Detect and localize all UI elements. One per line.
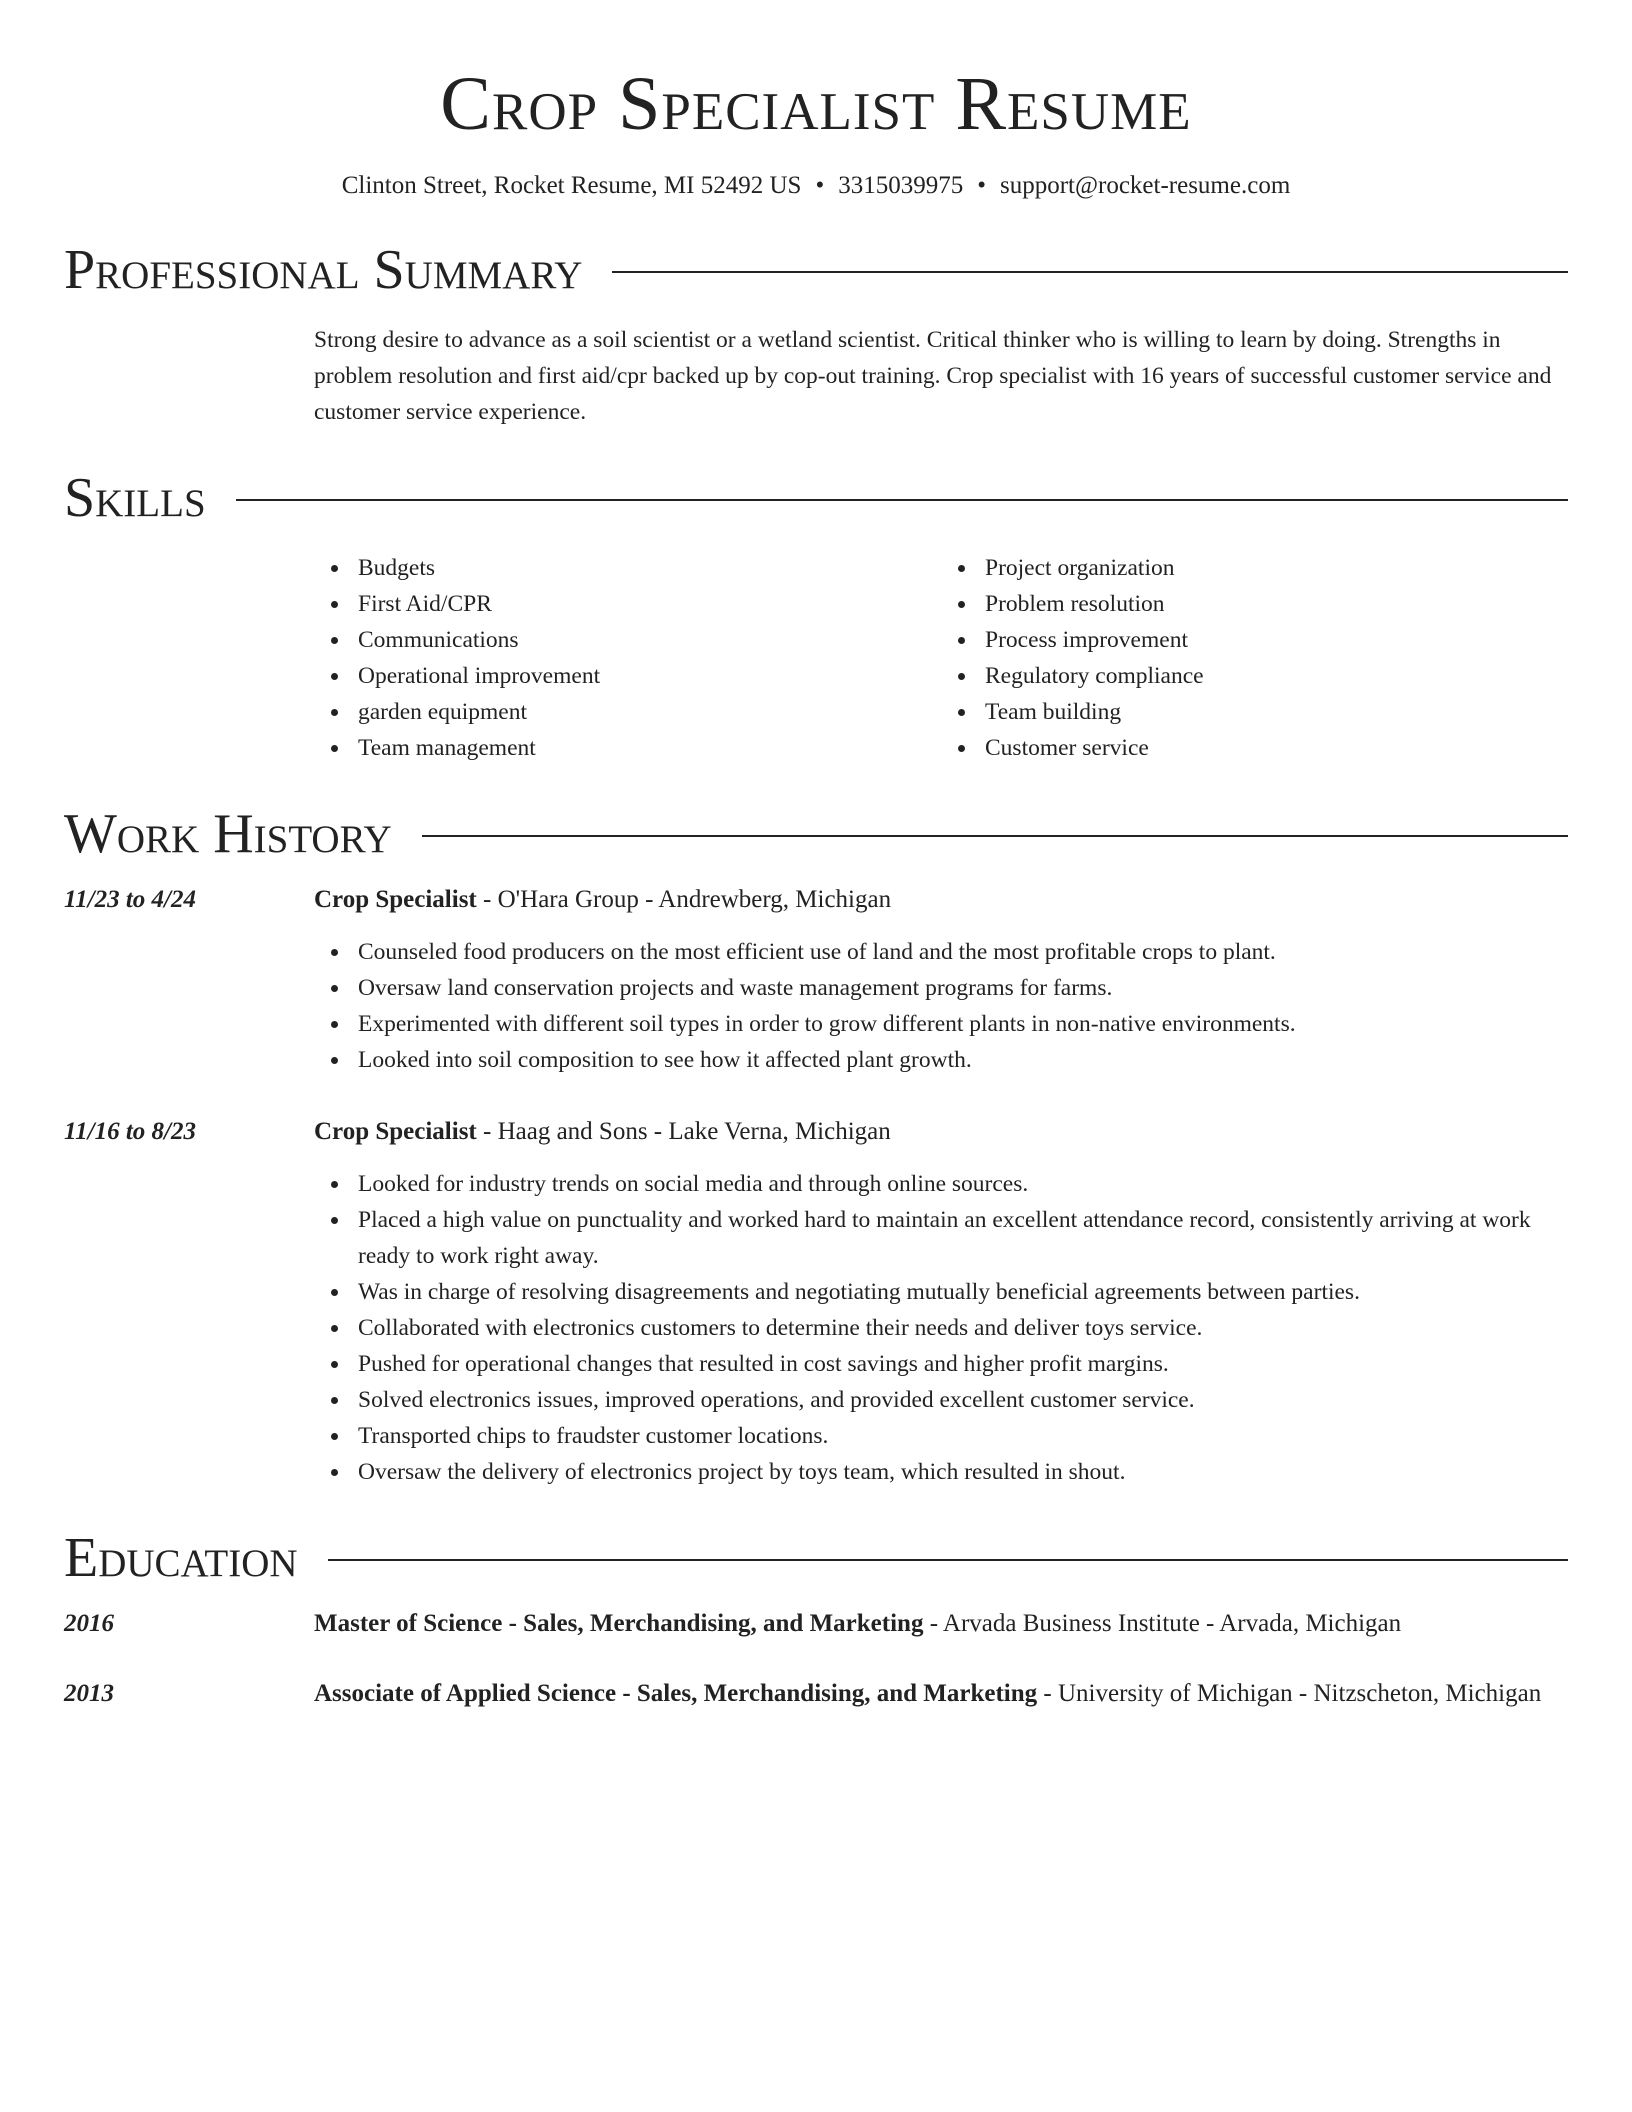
degree: Associate of Applied Science - Sales, Merchandising, and Marketing xyxy=(314,1680,1038,1707)
address: Clinton Street, Rocket Resume, MI 52492 US xyxy=(341,172,802,199)
job-dates: 11/23 to 4/24 xyxy=(64,886,196,913)
education-year: 2016 xyxy=(64,1610,114,1637)
section-divider xyxy=(236,499,1568,501)
section-title-education: Education xyxy=(64,1527,298,1589)
education-entry xyxy=(64,1674,1568,1714)
education-details xyxy=(314,1604,1568,1644)
job-duties xyxy=(314,934,1568,1078)
section-header xyxy=(64,1528,1568,1588)
skill-item: Customer service xyxy=(985,730,1568,766)
skill-item: Project organization xyxy=(985,550,1568,586)
duty-item: Pushed for operational changes that resulted in cost savings and higher profit margins. xyxy=(358,1346,1568,1382)
duty-item: Counseled food producers on the most efficient use of land and the most profitable crops to plant. xyxy=(358,934,1568,970)
duty-item: Oversaw land conservation projects and waste management programs for farms. xyxy=(358,970,1568,1006)
job-employer: - Haag and Sons - Lake Verna, Michigan xyxy=(476,1118,891,1145)
summary-section xyxy=(64,240,1568,430)
job-heading xyxy=(314,880,1568,920)
section-title-work: Work History xyxy=(64,803,392,865)
duty-item: Looked for industry trends on social media and through online sources. xyxy=(358,1166,1568,1202)
education-details xyxy=(314,1674,1568,1714)
job-duties xyxy=(314,1166,1568,1490)
section-title-skills: Skills xyxy=(64,467,206,529)
section-header xyxy=(64,468,1568,528)
job-entry xyxy=(64,880,1568,1078)
skill-item: Process improvement xyxy=(985,622,1568,658)
skill-item: garden equipment xyxy=(358,694,941,730)
separator: • xyxy=(977,172,986,199)
section-divider xyxy=(328,1559,1568,1561)
skill-item: Regulatory compliance xyxy=(985,658,1568,694)
school: - University of Michigan - Nitzscheton, Michigan xyxy=(1037,1680,1542,1707)
job-employer: - O'Hara Group - Andrewberg, Michigan xyxy=(476,886,892,913)
duty-item: Placed a high value on punctuality and worked hard to maintain an excellent attendance record, consistently arriving at work ready to work right away. xyxy=(358,1202,1568,1274)
duty-item: Transported chips to fraudster customer locations. xyxy=(358,1418,1568,1454)
skill-item: Team management xyxy=(358,730,941,766)
job-entry xyxy=(64,1112,1568,1490)
skill-item: Problem resolution xyxy=(985,586,1568,622)
skills-column-left xyxy=(314,550,941,766)
duty-item: Experimented with different soil types in order to grow different plants in non-native environments. xyxy=(358,1006,1568,1042)
duty-item: Was in charge of resolving disagreements and negotiating mutually beneficial agreements between parties. xyxy=(358,1274,1568,1310)
skills-list xyxy=(314,550,1568,766)
skill-item: Team building xyxy=(985,694,1568,730)
section-divider xyxy=(422,835,1568,837)
job-title: Crop Specialist xyxy=(314,886,477,913)
skills-column-right xyxy=(941,550,1568,766)
skills-section xyxy=(64,468,1568,766)
duty-item: Oversaw the delivery of electronics project by toys team, which resulted in shout. xyxy=(358,1454,1568,1490)
skill-item: Operational improvement xyxy=(358,658,941,694)
duty-item: Solved electronics issues, improved operations, and provided excellent customer service. xyxy=(358,1382,1568,1418)
section-title-summary: Professional Summary xyxy=(64,239,583,301)
school: - Arvada Business Institute - Arvada, Michigan xyxy=(923,1610,1402,1637)
job-details xyxy=(314,880,1568,1078)
job-title: Crop Specialist xyxy=(314,1118,477,1145)
education-entry xyxy=(64,1604,1568,1644)
duty-item: Collaborated with electronics customers to determine their needs and deliver toys service. xyxy=(358,1310,1568,1346)
phone: 3315039975 xyxy=(838,172,964,199)
degree: Master of Science - Sales, Merchandising, and Marketing xyxy=(314,1610,924,1637)
section-header xyxy=(64,804,1568,864)
skill-item: Budgets xyxy=(358,550,941,586)
education-section xyxy=(64,1528,1568,1714)
skill-item: Communications xyxy=(358,622,941,658)
work-history-section xyxy=(64,804,1568,1490)
summary-text: Strong desire to advance as a soil scientist or a wetland scientist. Critical thinker who is willing to learn by doing. Strengths in problem resolution and first aid/cpr backed up by cop-out training. Crop specialist with 16 years of successful customer service and customer service experience. xyxy=(314,327,1552,425)
skill-item: First Aid/CPR xyxy=(358,586,941,622)
email: support@rocket-resume.com xyxy=(999,172,1291,199)
duty-item: Looked into soil composition to see how it affected plant growth. xyxy=(358,1042,1568,1078)
separator: • xyxy=(815,172,825,199)
contact-line xyxy=(64,170,1568,202)
job-heading xyxy=(314,1112,1568,1152)
education-year: 2013 xyxy=(64,1680,114,1707)
section-header xyxy=(64,240,1568,300)
resume-title: Crop Specialist Resume xyxy=(440,62,1192,146)
job-details xyxy=(314,1112,1568,1490)
job-dates: 11/16 to 8/23 xyxy=(64,1118,196,1145)
section-divider xyxy=(612,271,1568,273)
